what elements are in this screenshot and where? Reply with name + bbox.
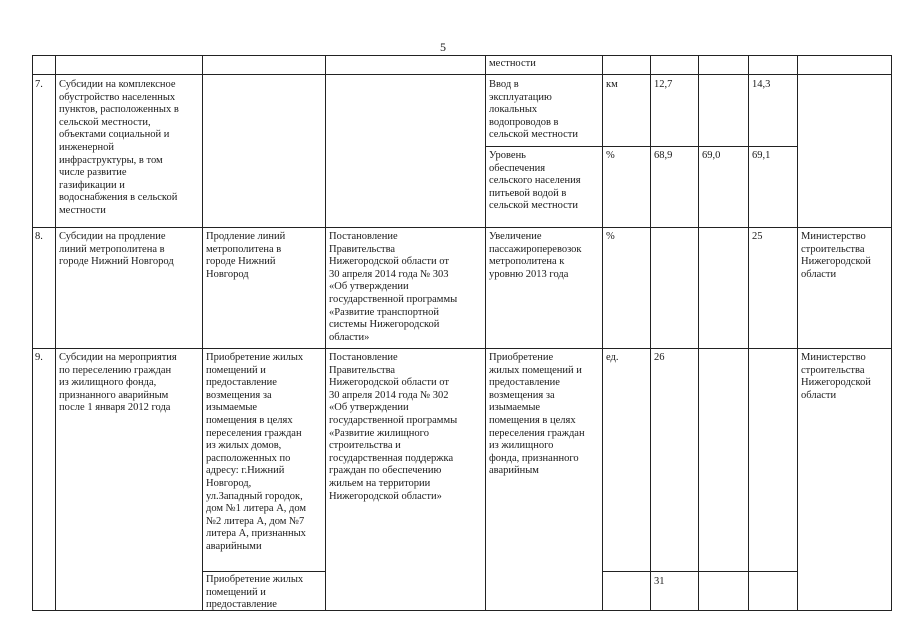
row7-sub2-value-1: 68,9 (654, 150, 673, 161)
table-rule (891, 55, 892, 611)
row8-name: Субсидии на продление линий метрополитена в городе Нижний Новгород (59, 231, 174, 268)
row8-object: Продление линий метрополитена в городе Нижний Новгород (206, 231, 286, 280)
row9-unit: ед. (606, 352, 619, 363)
table-rule (32, 55, 33, 611)
table-rule (325, 55, 326, 611)
row7-sub2-value-3: 69,1 (752, 150, 771, 161)
row7-sub1-indicator: Ввод в эксплуатацию локальных водопроводов в сельской местности (489, 79, 579, 141)
row7-sub2-indicator: Уровень обеспечения сельского населения питьевой водой в сельской местности (489, 150, 581, 212)
top-row-indicator: местности (489, 58, 536, 69)
table-rule (202, 55, 203, 611)
table-rule (602, 571, 797, 572)
table-rule (698, 55, 699, 611)
row9-object-2: Приобретение жилых помещений и предоставление (206, 574, 304, 611)
table-rule (602, 55, 603, 611)
row8-number: 8. (35, 231, 43, 242)
table-rule (650, 55, 651, 611)
row7-sub2-unit: % (606, 150, 615, 161)
row8-value-3: 25 (752, 231, 763, 242)
table-rule (32, 348, 892, 349)
table-rule (32, 610, 892, 611)
row8-indicator: Увеличение пассажироперевозок метрополитена к уровню 2013 года (489, 231, 582, 280)
table-rule (485, 146, 797, 147)
row8-unit: % (606, 231, 615, 242)
row9-document: Постановление Правительства Нижегородской области от 30 апреля 2014 года № 302 «Об утверждении государственной программы «Развитие жилищного строительства и государственная поддержка граждан по обеспечению жильем на территории Нижегородской области» (329, 352, 458, 502)
table-rule (32, 74, 892, 75)
table-rule (485, 55, 486, 611)
row9-object-1: Приобретение жилых помещений и предоставление возмещения за изымаемые помещения в целях переселения граждан из жилых домов, расположенных по адресу: г.Нижний Новгород, ул.Западный городок, дом №1 литера А, дом №2 литера А, дом №7 литера А, признанных аварийными (206, 352, 307, 552)
row9-ministry: Министерство строительства Нижегородской области (801, 352, 871, 401)
row9-number: 9. (35, 352, 43, 363)
table-rule (32, 55, 892, 56)
row7-sub1-value-3: 14,3 (752, 79, 771, 90)
table-rule (202, 571, 325, 572)
row7-sub1-value-1: 12,7 (654, 79, 673, 90)
row9-name: Субсидии на мероприятия по переселению граждан из жилищного фонда, признанного аварийным после 1 января 2012 года (59, 352, 177, 414)
row7-sub1-unit: км (606, 79, 618, 90)
row7-name: Субсидии на комплексное обустройство населенных пунктов, расположенных в сельской местности, объектами социальной и инженерной инфраструктуры, в том числе развитие газификации и водоснабжения в сельской местности (59, 79, 179, 216)
table-rule (55, 55, 56, 611)
row7-number: 7. (35, 79, 43, 90)
table-rule (32, 227, 892, 228)
page-number: 5 (440, 40, 446, 54)
table-rule (797, 55, 798, 611)
row7-sub2-value-2: 69,0 (702, 150, 721, 161)
table-rule (748, 55, 749, 611)
row8-document: Постановление Правительства Нижегородской области от 30 апреля 2014 года № 303 «Об утверждении государственной программы «Развитие транспортной системы Нижегородской области» (329, 231, 458, 343)
row9-value-1b: 31 (654, 576, 665, 587)
row8-ministry: Министерство строительства Нижегородской области (801, 231, 871, 280)
row9-value-1a: 26 (654, 352, 665, 363)
row9-indicator: Приобретение жилых помещений и предоставление возмещения за изымаемые помещения в целях переселения граждан из жилищного фонда, признанного аварийным (489, 352, 585, 477)
